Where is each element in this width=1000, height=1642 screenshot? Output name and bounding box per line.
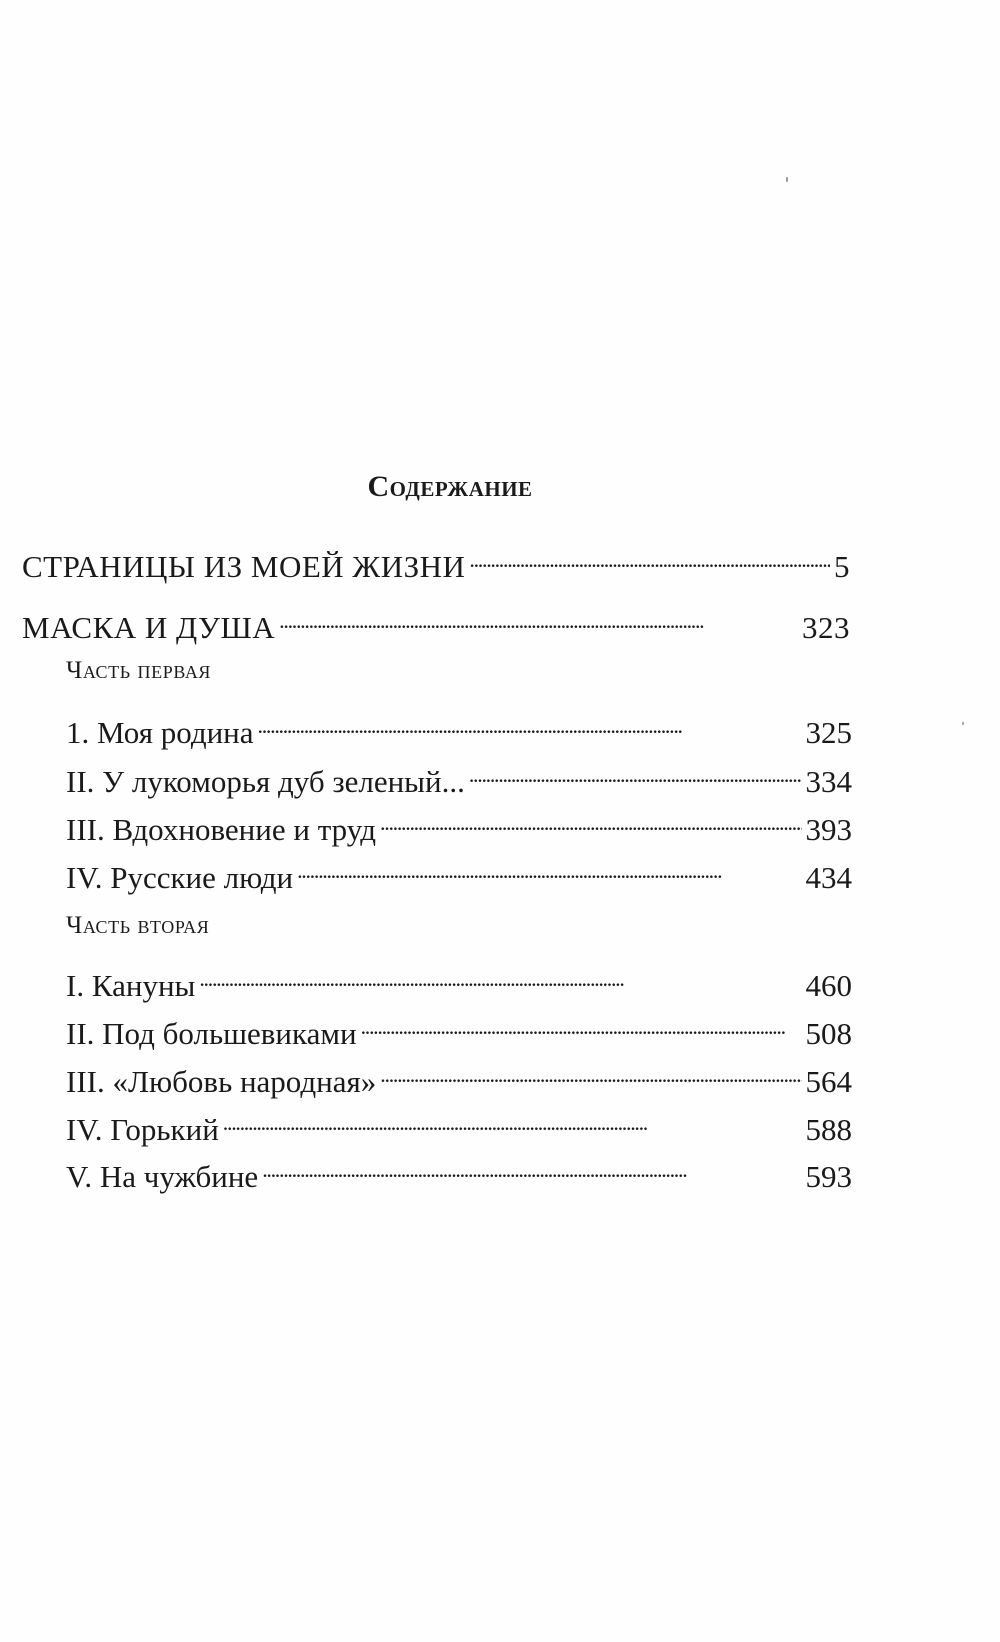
- toc-entry: [66, 1100, 852, 1150]
- toc-entry-page: 588: [805, 1112, 852, 1147]
- toc-entry-label: 1. Моя родина: [66, 715, 254, 750]
- toc-entry-page: 325: [805, 715, 852, 750]
- dot-leader: [380, 800, 801, 840]
- toc-entry-page: 5: [834, 549, 850, 584]
- paper-speck: [962, 722, 964, 725]
- toc-entry: [66, 800, 852, 850]
- toc-entry-label: IV. Русские люди: [66, 860, 294, 895]
- toc-entry-page: 334: [805, 764, 852, 799]
- toc-entry-label: II. У лукоморья дуб зеленый...: [66, 764, 465, 799]
- dot-leader: [469, 537, 830, 577]
- toc-entry-page: 393: [805, 812, 852, 847]
- dot-leader: [380, 1052, 801, 1092]
- dot-leader: [361, 1004, 802, 1044]
- toc-entry: [66, 752, 852, 802]
- page-title: Содержание: [367, 470, 533, 503]
- toc-entry-page: 323: [802, 610, 850, 645]
- toc-entry-page: 593: [805, 1159, 852, 1194]
- toc-entry: [66, 1004, 852, 1054]
- toc-entry: [22, 598, 850, 648]
- toc-entry: [66, 1052, 852, 1102]
- toc-entry-label: СТРАНИЦЫ ИЗ МОЕЙ ЖИЗНИ: [22, 549, 466, 584]
- toc-entry-label: II. Под большевиками: [66, 1016, 357, 1051]
- toc-entry: [66, 703, 852, 753]
- toc-entry-label: МАСКА И ДУША: [22, 610, 276, 645]
- dot-leader: [279, 598, 798, 638]
- toc-entry-label: V. На чужбине: [66, 1159, 259, 1194]
- toc-entry-label: III. «Любовь народная»: [66, 1064, 377, 1099]
- toc-entry-page: 434: [805, 860, 852, 895]
- dot-leader: [469, 752, 802, 792]
- toc-entry: [66, 848, 852, 898]
- paper-speck: [786, 177, 788, 182]
- part-heading: Часть первая: [66, 657, 212, 684]
- toc-entry-page: 564: [805, 1064, 852, 1099]
- dot-leader: [223, 1100, 802, 1140]
- part-heading: Часть вторая: [66, 912, 210, 939]
- dot-leader: [199, 956, 801, 996]
- dot-leader: [258, 703, 802, 743]
- dot-leader: [262, 1147, 801, 1187]
- toc-entry: [22, 537, 850, 587]
- toc-entry-label: IV. Горький: [66, 1112, 219, 1147]
- toc-entry-page: 508: [805, 1016, 852, 1051]
- toc-entry: [66, 1147, 852, 1197]
- toc-entry: [66, 956, 852, 1006]
- toc-entry-page: 460: [805, 968, 852, 1003]
- dot-leader: [297, 848, 801, 888]
- toc-entry-label: III. Вдохновение и труд: [66, 812, 377, 847]
- toc-entry-label: I. Кануны: [66, 968, 196, 1003]
